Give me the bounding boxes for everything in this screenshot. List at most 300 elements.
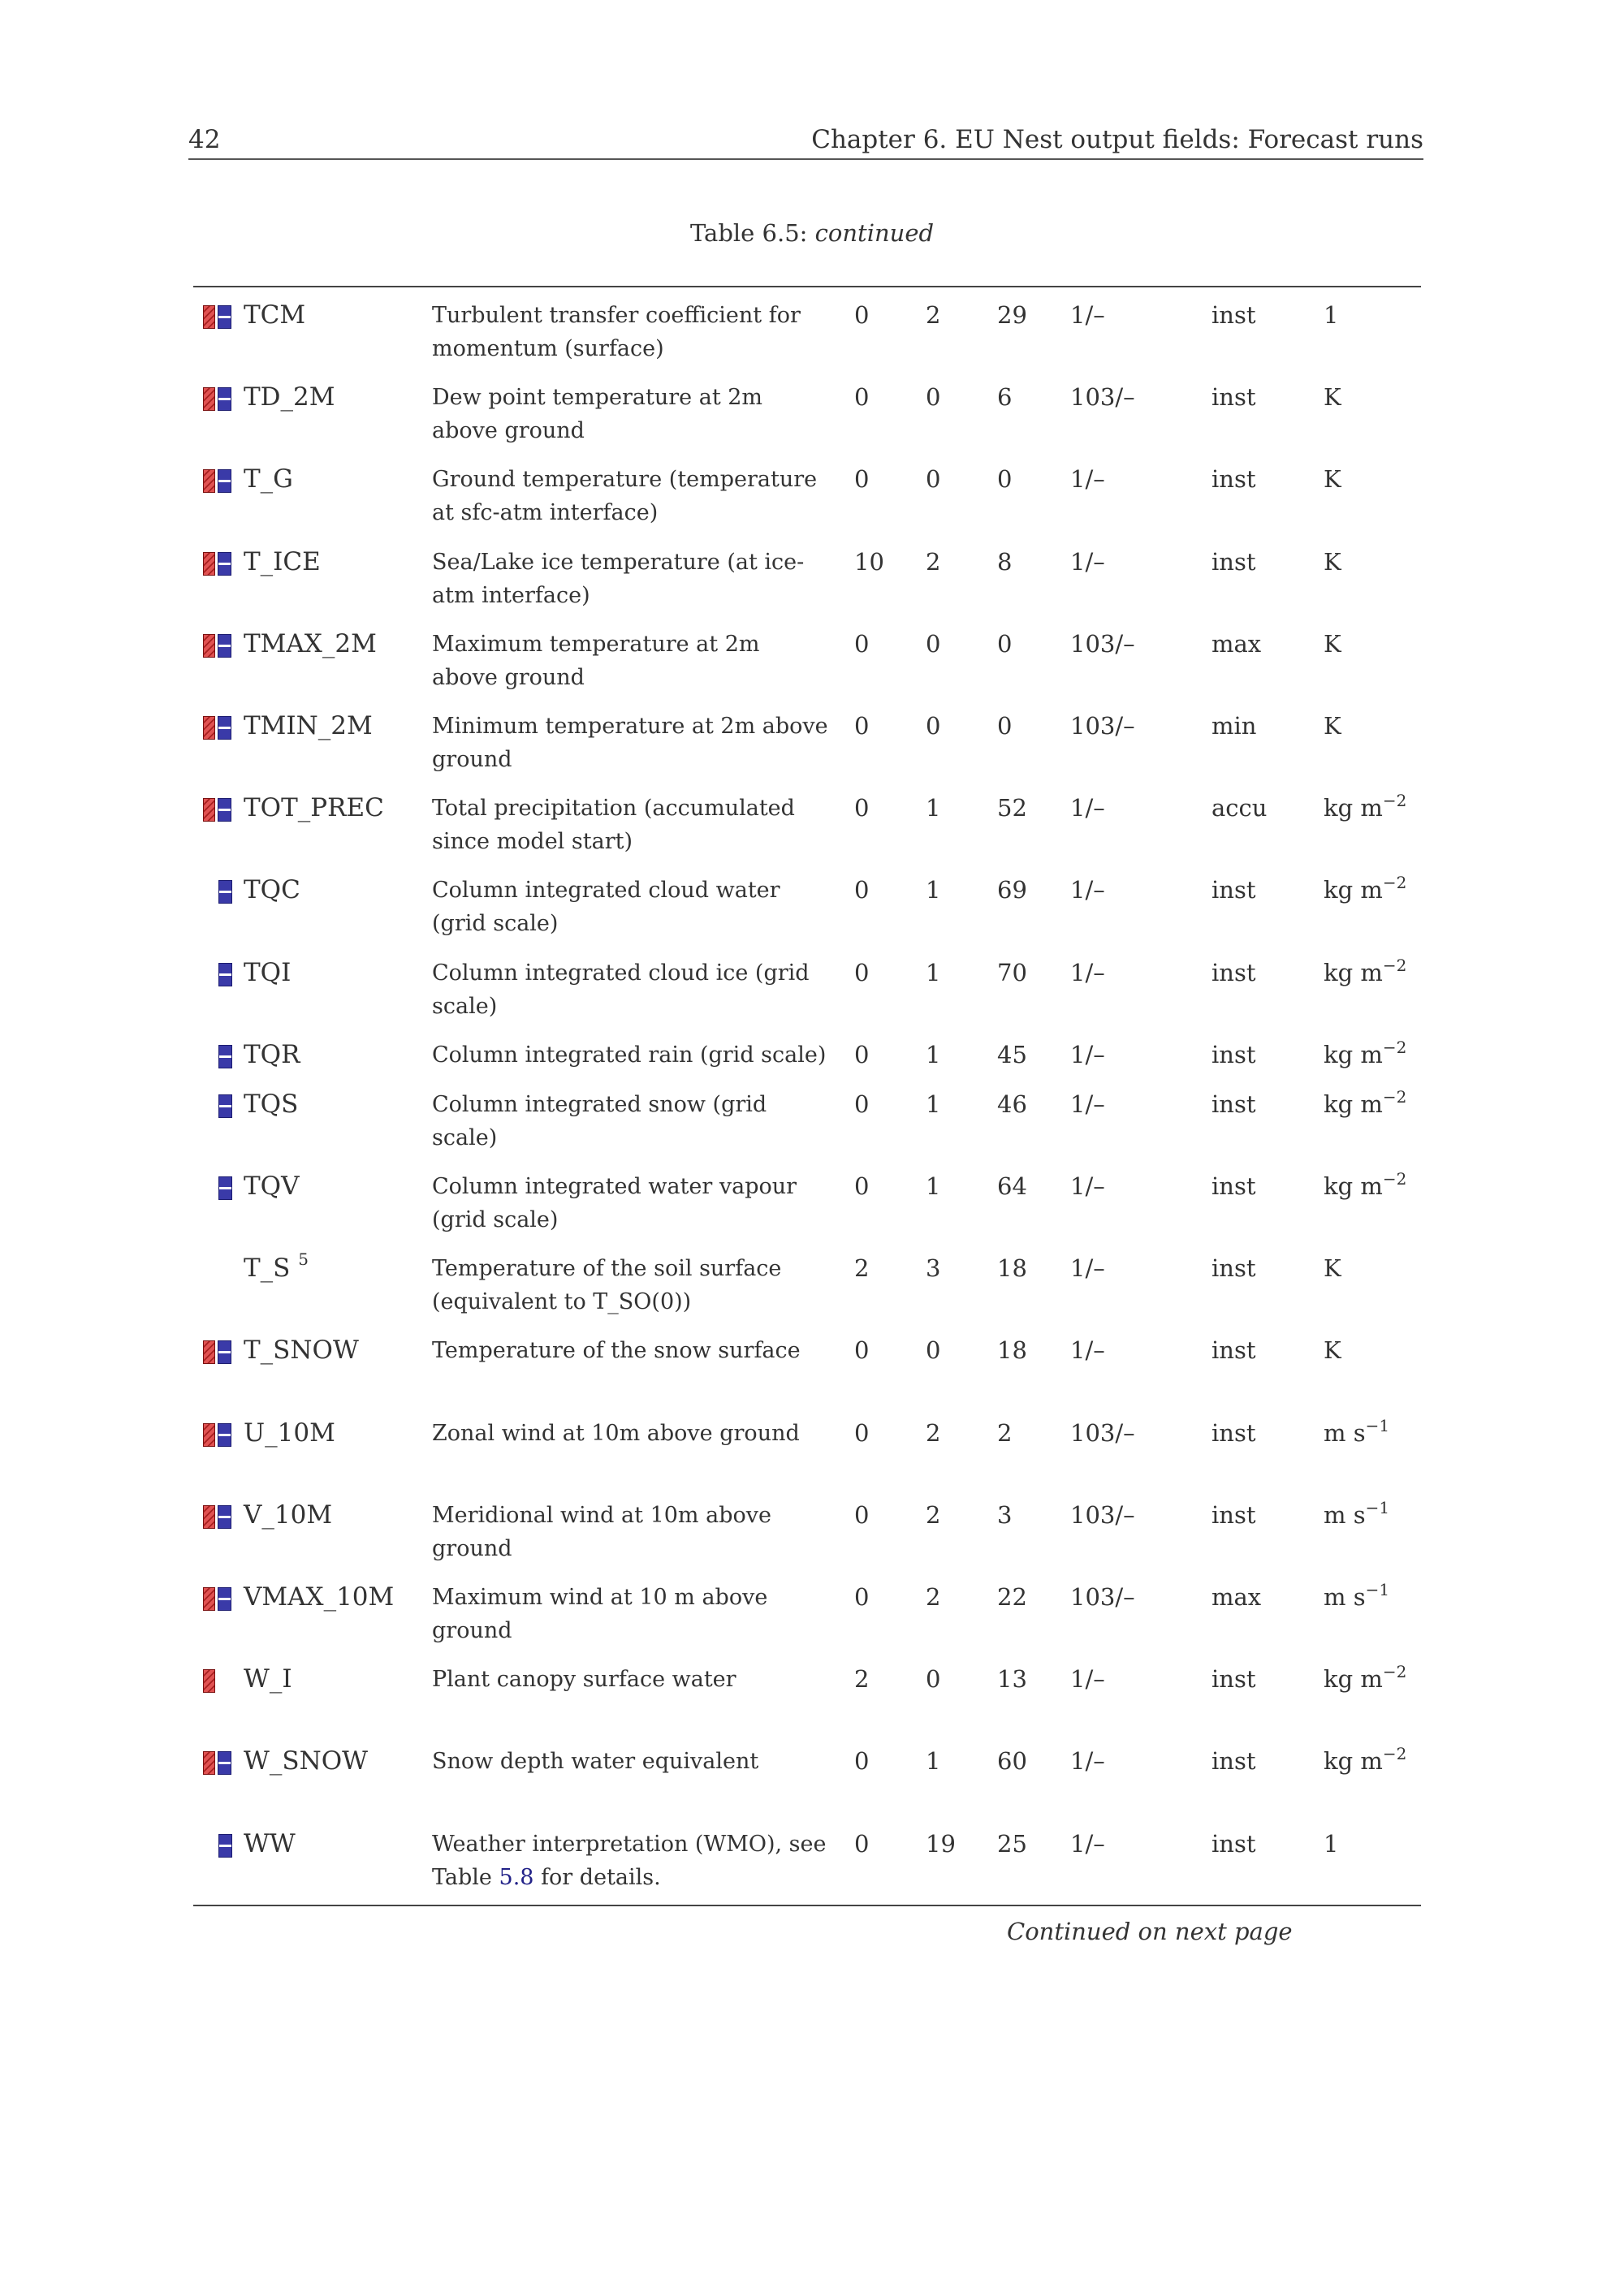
number-value: 0 <box>997 712 1013 740</box>
number-value: 8 <box>997 547 1013 576</box>
field-name-text: TOT_PREC <box>244 793 384 823</box>
unit-value <box>1324 1745 1406 1778</box>
discipline-value: 0 <box>854 1090 870 1118</box>
field-description-tail: for details. <box>541 1864 661 1890</box>
nest-icon <box>218 1340 231 1364</box>
time-range-value: accu <box>1212 794 1268 822</box>
unit-value <box>1324 463 1341 496</box>
field-name <box>244 463 293 496</box>
level-type-value: 103/– <box>1070 712 1135 740</box>
unit-value <box>1324 710 1341 743</box>
nest-icon <box>218 1423 231 1447</box>
field-description <box>432 792 830 858</box>
category-value: 1 <box>926 794 941 822</box>
field-name <box>244 710 373 743</box>
level-type-value: 1/– <box>1070 465 1105 494</box>
table-top-rule <box>193 286 1421 287</box>
unit-value <box>1324 1417 1389 1450</box>
availability-icons <box>203 1834 237 1858</box>
field-description-text: Zonal wind at 10m above ground <box>432 1420 800 1446</box>
global-icon <box>203 387 215 411</box>
number-value: 70 <box>997 958 1027 986</box>
category-value: 0 <box>926 1665 941 1694</box>
time-range-value: inst <box>1212 301 1256 329</box>
field-name <box>244 1334 359 1367</box>
running-title: Chapter 6. EU Nest output fields: Forecast runs <box>811 125 1423 154</box>
time-range-value: min <box>1212 712 1257 740</box>
unit-exponent: −2 <box>1382 1662 1407 1682</box>
nest-icon <box>218 469 231 493</box>
number-value: 69 <box>997 876 1027 904</box>
unit-value <box>1324 1499 1389 1532</box>
field-name <box>244 1170 299 1203</box>
level-type-value: 1/– <box>1070 1829 1105 1858</box>
time-range-value: inst <box>1212 1747 1256 1776</box>
discipline-value: 2 <box>854 1254 870 1283</box>
discipline-value: 0 <box>854 1500 870 1529</box>
unit-value <box>1324 628 1341 661</box>
header-rule <box>188 158 1423 160</box>
category-value: 1 <box>926 1040 941 1068</box>
discipline-value: 0 <box>854 383 870 412</box>
field-name <box>244 1663 292 1696</box>
unit-value <box>1324 381 1341 414</box>
number-value: 18 <box>997 1336 1027 1365</box>
field-description-text: Maximum temperature at 2m above ground <box>432 631 760 690</box>
page-number: 42 <box>188 125 221 154</box>
table-bottom-rule <box>193 1905 1421 1906</box>
field-description <box>432 874 830 940</box>
availability-icons <box>203 305 237 330</box>
unit-exponent: −2 <box>1382 1086 1407 1107</box>
field-name <box>244 1088 298 1121</box>
field-name <box>244 1499 332 1532</box>
field-description-text: Total precipitation (accumulated since model start) <box>432 796 795 855</box>
field-description <box>432 1499 830 1565</box>
level-type-value: 1/– <box>1070 301 1105 329</box>
global-icon <box>203 1340 215 1364</box>
discipline-value: 0 <box>854 301 870 329</box>
table-row <box>0 628 1624 709</box>
global-icon <box>203 1423 215 1447</box>
number-value: 2 <box>997 1418 1013 1447</box>
level-type-value: 1/– <box>1070 958 1105 986</box>
field-description-text: Plant canopy surface water <box>432 1667 736 1693</box>
nest-icon <box>218 880 232 904</box>
unit-value <box>1324 956 1406 990</box>
category-value: 0 <box>926 629 941 658</box>
unit-exponent: −1 <box>1365 1415 1390 1435</box>
nest-icon <box>218 305 231 329</box>
time-range-value: inst <box>1212 547 1256 576</box>
unit-exponent: −2 <box>1382 791 1407 811</box>
field-description <box>432 1745 830 1778</box>
field-name <box>244 792 384 825</box>
field-name-text: TQC <box>244 875 300 905</box>
unit-exponent: −2 <box>1382 1169 1407 1189</box>
time-range-value: max <box>1212 629 1262 658</box>
number-value: 0 <box>997 465 1013 494</box>
field-name-text: T_S <box>244 1254 291 1284</box>
global-icon <box>203 798 215 822</box>
nest-icon <box>218 716 231 740</box>
field-name-text: W_SNOW <box>244 1746 369 1776</box>
discipline-value: 0 <box>854 1040 870 1068</box>
global-icon <box>203 634 215 658</box>
global-icon <box>203 1751 215 1775</box>
availability-icons <box>203 469 237 494</box>
unit-text: m s <box>1324 1418 1366 1447</box>
unit-text: K <box>1324 383 1341 412</box>
availability-icons <box>203 1751 237 1776</box>
table-row <box>0 1170 1624 1251</box>
category-value: 0 <box>926 712 941 740</box>
discipline-value: 0 <box>854 1747 870 1776</box>
unit-text: K <box>1324 1254 1341 1283</box>
nest-icon <box>218 798 231 822</box>
table-row <box>0 1581 1624 1662</box>
field-name-text: TMIN_2M <box>244 711 373 740</box>
unit-value <box>1324 299 1338 332</box>
field-name-text: V_10M <box>244 1500 333 1530</box>
number-value: 3 <box>997 1500 1013 1529</box>
availability-icons <box>203 1505 237 1530</box>
unit-value <box>1324 1252 1341 1285</box>
number-value: 46 <box>997 1090 1027 1118</box>
field-description <box>432 381 830 447</box>
field-name-text: TQV <box>244 1172 300 1201</box>
unit-text: kg m <box>1324 876 1383 904</box>
field-name <box>244 1745 368 1778</box>
field-name-text: W_I <box>244 1664 292 1694</box>
table-row <box>0 1745 1624 1826</box>
table-row <box>0 1828 1624 1909</box>
level-type-value: 1/– <box>1070 1254 1105 1283</box>
discipline-value: 0 <box>854 712 870 740</box>
discipline-value: 0 <box>854 1583 870 1611</box>
unit-value <box>1324 1581 1389 1614</box>
availability-icons <box>203 1176 237 1201</box>
level-type-value: 1/– <box>1070 1665 1105 1694</box>
global-icon <box>203 716 215 740</box>
field-name <box>244 1417 335 1450</box>
field-description <box>432 956 830 1023</box>
category-value: 1 <box>926 1090 941 1118</box>
field-name-text: TCM <box>244 300 306 330</box>
table-row <box>0 874 1624 955</box>
table-row <box>0 1334 1624 1415</box>
unit-exponent: −2 <box>1382 1037 1407 1057</box>
category-value: 1 <box>926 958 941 986</box>
table-caption <box>0 219 1624 247</box>
table-row <box>0 299 1624 380</box>
nest-icon <box>218 552 231 576</box>
field-description <box>432 463 830 529</box>
unit-text: m s <box>1324 1500 1366 1529</box>
unit-text: m s <box>1324 1583 1366 1611</box>
category-value: 2 <box>926 1500 941 1529</box>
category-value: 1 <box>926 876 941 904</box>
number-value: 29 <box>997 301 1027 329</box>
field-description-text: Dew point temperature at 2m above ground <box>432 385 763 444</box>
field-description-text: Ground temperature (temperature at sfc-atm interface) <box>432 467 818 526</box>
table-row <box>0 1417 1624 1498</box>
field-name-text: TQS <box>244 1089 299 1119</box>
number-value: 6 <box>997 383 1013 412</box>
field-description <box>432 628 830 694</box>
level-type-value: 103/– <box>1070 1500 1135 1529</box>
field-description <box>432 710 830 776</box>
unit-value <box>1324 1828 1338 1861</box>
number-value: 52 <box>997 794 1027 822</box>
number-value: 25 <box>997 1829 1027 1858</box>
level-type-value: 1/– <box>1070 1040 1105 1068</box>
time-range-value: inst <box>1212 1254 1256 1283</box>
nest-icon <box>218 963 232 986</box>
unit-text: K <box>1324 1336 1341 1365</box>
field-description-text: Turbulent transfer coefficient for momentum (surface) <box>432 303 801 361</box>
nest-icon <box>218 1045 232 1068</box>
number-value: 64 <box>997 1172 1027 1200</box>
availability-icons <box>203 1094 237 1119</box>
category-value: 0 <box>926 383 941 412</box>
unit-text: kg m <box>1324 1040 1383 1068</box>
field-description-text: Meridional wind at 10m above ground <box>432 1502 771 1561</box>
table-row <box>0 546 1624 627</box>
time-range-value: inst <box>1212 465 1256 494</box>
unit-value <box>1324 792 1406 825</box>
table-row <box>0 956 1624 1038</box>
time-range-value: inst <box>1212 1500 1256 1529</box>
field-name-text: T_SNOW <box>244 1336 359 1366</box>
nest-icon <box>218 1834 232 1858</box>
number-value: 60 <box>997 1747 1027 1776</box>
time-range-value: inst <box>1212 1418 1256 1447</box>
unit-exponent: −2 <box>1382 873 1407 893</box>
caption-continued: continued <box>814 219 935 247</box>
number-value: 22 <box>997 1583 1027 1611</box>
unit-exponent: −1 <box>1365 1580 1390 1599</box>
time-range-value: inst <box>1212 383 1256 412</box>
category-value: 3 <box>926 1254 941 1283</box>
unit-text: kg m <box>1324 794 1383 822</box>
category-value: 1 <box>926 1747 941 1776</box>
discipline-value: 0 <box>854 794 870 822</box>
field-name-text: TMAX_2M <box>244 628 377 658</box>
nest-icon <box>218 1587 231 1611</box>
field-description-text: Temperature of the soil surface (equivalent to T_SO(0)) <box>432 1256 782 1315</box>
table-row <box>0 1499 1624 1580</box>
field-name <box>244 381 335 414</box>
number-value: 0 <box>997 629 1013 658</box>
number-value: 45 <box>997 1040 1027 1068</box>
category-value: 0 <box>926 465 941 494</box>
discipline-value: 0 <box>854 958 870 986</box>
availability-icons <box>203 552 237 576</box>
category-value: 19 <box>926 1829 956 1858</box>
time-range-value: inst <box>1212 876 1256 904</box>
category-value: 2 <box>926 301 941 329</box>
field-name-text: TQR <box>244 1039 300 1069</box>
field-name <box>244 1828 296 1861</box>
field-description-text: Column integrated snow (grid scale) <box>432 1091 767 1150</box>
field-description <box>432 1417 830 1450</box>
field-description-text: Temperature of the snow surface <box>432 1338 801 1364</box>
unit-text: 1 <box>1324 1829 1339 1858</box>
field-name <box>244 546 321 579</box>
availability-icons <box>203 963 237 987</box>
field-name <box>244 956 291 990</box>
nest-icon <box>218 1094 232 1118</box>
unit-exponent: −1 <box>1365 1497 1390 1517</box>
field-name-text: TD_2M <box>244 382 335 412</box>
unit-value <box>1324 1170 1406 1203</box>
discipline-value: 0 <box>854 465 870 494</box>
unit-text: K <box>1324 465 1341 494</box>
unit-text: kg m <box>1324 1090 1383 1118</box>
unit-text: kg m <box>1324 1172 1383 1200</box>
level-type-value: 1/– <box>1070 547 1105 576</box>
global-icon <box>203 469 215 493</box>
field-description <box>432 1038 830 1072</box>
availability-icons <box>203 387 237 412</box>
field-description-text: Maximum wind at 10 m above ground <box>432 1585 768 1643</box>
unit-text: kg m <box>1324 1665 1383 1694</box>
field-description <box>432 1088 830 1154</box>
table-row <box>0 710 1624 791</box>
global-icon <box>203 1505 215 1529</box>
level-type-value: 1/– <box>1070 1172 1105 1200</box>
number-value: 13 <box>997 1665 1027 1694</box>
time-range-value: inst <box>1212 1829 1256 1858</box>
category-value: 0 <box>926 1336 941 1365</box>
level-type-value: 1/– <box>1070 794 1105 822</box>
field-description-text: Column integrated rain (grid scale) <box>432 1042 827 1068</box>
unit-value <box>1324 546 1341 579</box>
table-row <box>0 463 1624 544</box>
field-description-text: Column integrated cloud ice (grid scale) <box>432 960 810 1019</box>
field-description <box>432 1252 830 1318</box>
field-name <box>244 628 377 661</box>
number-value: 18 <box>997 1254 1027 1283</box>
nest-icon <box>218 387 231 411</box>
availability-icons <box>203 1423 237 1448</box>
field-description <box>432 546 830 612</box>
field-name <box>244 1038 300 1072</box>
level-type-value: 103/– <box>1070 629 1135 658</box>
global-icon <box>203 1669 215 1693</box>
unit-value <box>1324 1663 1406 1696</box>
time-range-value: inst <box>1212 1172 1256 1200</box>
caption-prefix: Table 6.5: <box>689 219 808 247</box>
field-name-text: WW <box>244 1828 296 1858</box>
field-description <box>432 1663 830 1696</box>
level-type-value: 1/– <box>1070 1747 1105 1776</box>
level-type-value: 103/– <box>1070 1583 1135 1611</box>
footnote-marker: 5 <box>298 1249 309 1270</box>
global-icon <box>203 1587 215 1611</box>
field-description <box>432 1334 830 1367</box>
level-type-value: 1/– <box>1070 876 1105 904</box>
field-name <box>244 874 300 907</box>
discipline-value: 0 <box>854 876 870 904</box>
availability-icons <box>203 798 237 822</box>
table-row <box>0 1088 1624 1169</box>
table-row <box>0 1249 1624 1333</box>
category-value: 2 <box>926 547 941 576</box>
availability-icons <box>203 716 237 740</box>
time-range-value: inst <box>1212 958 1256 986</box>
field-name <box>244 299 305 332</box>
level-type-value: 103/– <box>1070 383 1135 412</box>
continued-on-next-page: Continued on next page <box>1007 1918 1293 1945</box>
unit-value <box>1324 1038 1406 1072</box>
category-value: 1 <box>926 1172 941 1200</box>
field-description-text: Sea/Lake ice temperature (at ice-atm interface) <box>432 549 805 608</box>
time-range-value: inst <box>1212 1336 1256 1365</box>
field-name-text: TQI <box>244 957 292 987</box>
availability-icons <box>203 1669 237 1694</box>
unit-value <box>1324 1334 1341 1367</box>
level-type-value: 103/– <box>1070 1418 1135 1447</box>
time-range-value: inst <box>1212 1665 1256 1694</box>
nest-icon <box>218 634 231 658</box>
discipline-value: 0 <box>854 629 870 658</box>
field-description <box>432 299 830 365</box>
availability-icons <box>203 1045 237 1069</box>
field-description <box>432 1170 830 1236</box>
table-row <box>0 381 1624 462</box>
unit-exponent: −2 <box>1382 955 1407 975</box>
discipline-value: 10 <box>854 547 884 576</box>
unit-value <box>1324 874 1406 907</box>
global-icon <box>203 305 215 329</box>
field-name-text: VMAX_10M <box>244 1582 395 1612</box>
category-value: 2 <box>926 1583 941 1611</box>
unit-text: K <box>1324 712 1341 740</box>
table-reference-link[interactable]: 5.8 <box>499 1864 534 1890</box>
field-name-text: U_10M <box>244 1418 335 1448</box>
level-type-value: 1/– <box>1070 1336 1105 1365</box>
discipline-value: 0 <box>854 1172 870 1200</box>
field-name-text: T_G <box>244 464 293 494</box>
availability-icons <box>203 1340 237 1365</box>
nest-icon <box>218 1505 231 1529</box>
unit-value <box>1324 1088 1406 1121</box>
unit-text: K <box>1324 629 1341 658</box>
table-row <box>0 792 1624 873</box>
time-range-value: inst <box>1212 1040 1256 1068</box>
field-description-text: Weather interpretation (WMO), see Table <box>432 1831 827 1890</box>
discipline-value: 2 <box>854 1665 870 1694</box>
unit-text: 1 <box>1324 301 1339 329</box>
field-description-text: Minimum temperature at 2m above ground <box>432 714 828 772</box>
time-range-value: inst <box>1212 1090 1256 1118</box>
field-name-text: T_ICE <box>244 546 321 576</box>
time-range-value: max <box>1212 1583 1262 1611</box>
field-name <box>244 1249 309 1285</box>
unit-text: K <box>1324 547 1341 576</box>
field-description <box>432 1581 830 1647</box>
availability-icons <box>203 634 237 658</box>
field-description <box>432 1828 830 1894</box>
category-value: 2 <box>926 1418 941 1447</box>
availability-icons <box>203 880 237 904</box>
field-description-text: Snow depth water equivalent <box>432 1749 759 1775</box>
field-name <box>244 1581 394 1614</box>
field-description-text: Column integrated cloud water (grid scale) <box>432 878 780 937</box>
discipline-value: 0 <box>854 1336 870 1365</box>
